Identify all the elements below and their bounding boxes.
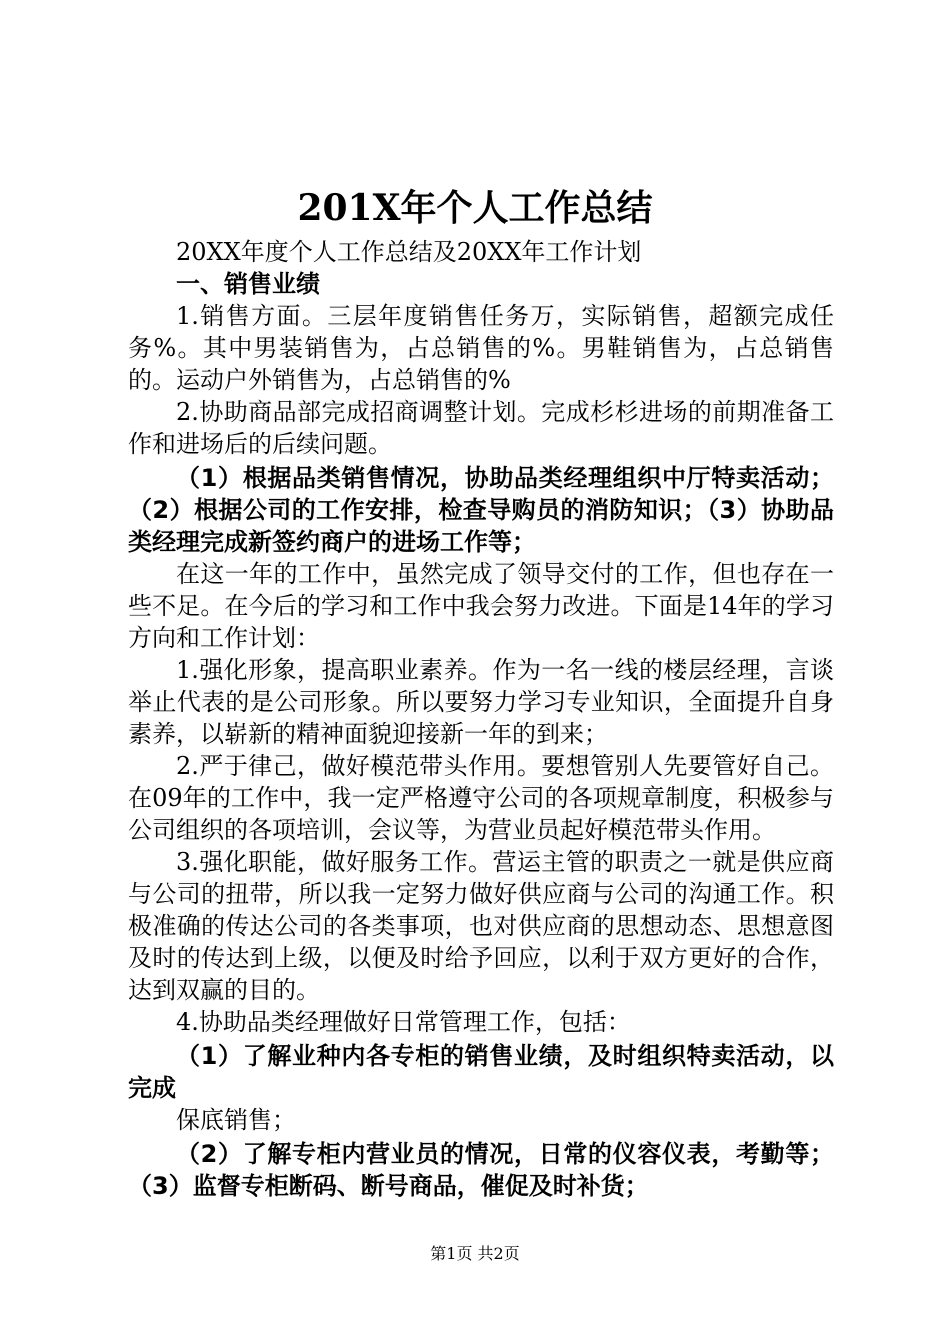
paragraph-reflection: 在这一年的工作中，虽然完成了领导交付的工作，但也存在一些不足。在今后的学习和工作中我会努力改进。下面是14年的学习方向和工作计划： bbox=[128, 560, 834, 652]
section-heading-sales: 一、销售业绩 bbox=[176, 270, 320, 298]
paragraph-sales: 1.销售方面。三层年度销售任务万，实际销售，超额完成任务%。其中男装销售为，占总销售的%。男鞋销售为，占总销售的。运动户外销售为，占总销售的% bbox=[128, 302, 834, 394]
paragraph-merchant-plan: 2.协助商品部完成招商调整计划。完成杉杉进场的前期准备工作和进场后的后续问题。 bbox=[128, 398, 834, 458]
paragraph-plan-1: 1.强化形象，提高职业素养。作为一名一线的楼层经理，言谈举止代表的是公司形象。所以要努力学习专业知识，全面提升自身素养，以崭新的精神面貌迎接新一年的到来； bbox=[128, 656, 834, 748]
paragraph-plan-heading: 20XX年度个人工作总结及20XX年工作计划 bbox=[176, 238, 642, 266]
page-footer: 第1页 共2页 bbox=[430, 1244, 520, 1263]
paragraph-plan-4: 4.协助品类经理做好日常管理工作，包括： bbox=[176, 1008, 631, 1036]
paragraph-plan-4-item-1: （1）了解业种内各专柜的销售业绩，及时组织特卖活动，以完成 bbox=[128, 1042, 834, 1102]
paragraph-plan-3: 3.强化职能，做好服务工作。营运主管的职责之一就是供应商与公司的扭带，所以我一定努力做好供应商与公司的沟通工作。积极准确的传达公司的各类事项，也对供应商的思想动态、思想意图及时的传达到上级，以便及时给予回应，以利于双方更好的合作，达到双赢的目的。 bbox=[128, 848, 834, 1004]
document-body bbox=[128, 236, 834, 1202]
paragraph-plan-2: 2.严于律己，做好模范带头作用。要想管别人先要管好自己。在09年的工作中，我一定严格遵守公司的各项规章制度，积极参与公司组织的各项培训，会议等，为营业员起好模范带头作用。 bbox=[128, 752, 834, 844]
document-title: 201X年个人工作总结 bbox=[297, 187, 653, 229]
paragraph-assist-items: （1）根据品类销售情况，协助品类经理组织中厅特卖活动；（2）根据公司的工作安排，检查导购员的消防知识；（3）协助品类经理完成新签约商户的进场工作等； bbox=[128, 464, 834, 556]
paragraph-plan-4-items-2-3: （2）了解专柜内营业员的情况，日常的仪容仪表，考勤等；（3）监督专柜断码、断号商品，催促及时补货； bbox=[128, 1140, 834, 1200]
paragraph-plan-4-item-1-cont: 保底销售； bbox=[176, 1106, 296, 1134]
